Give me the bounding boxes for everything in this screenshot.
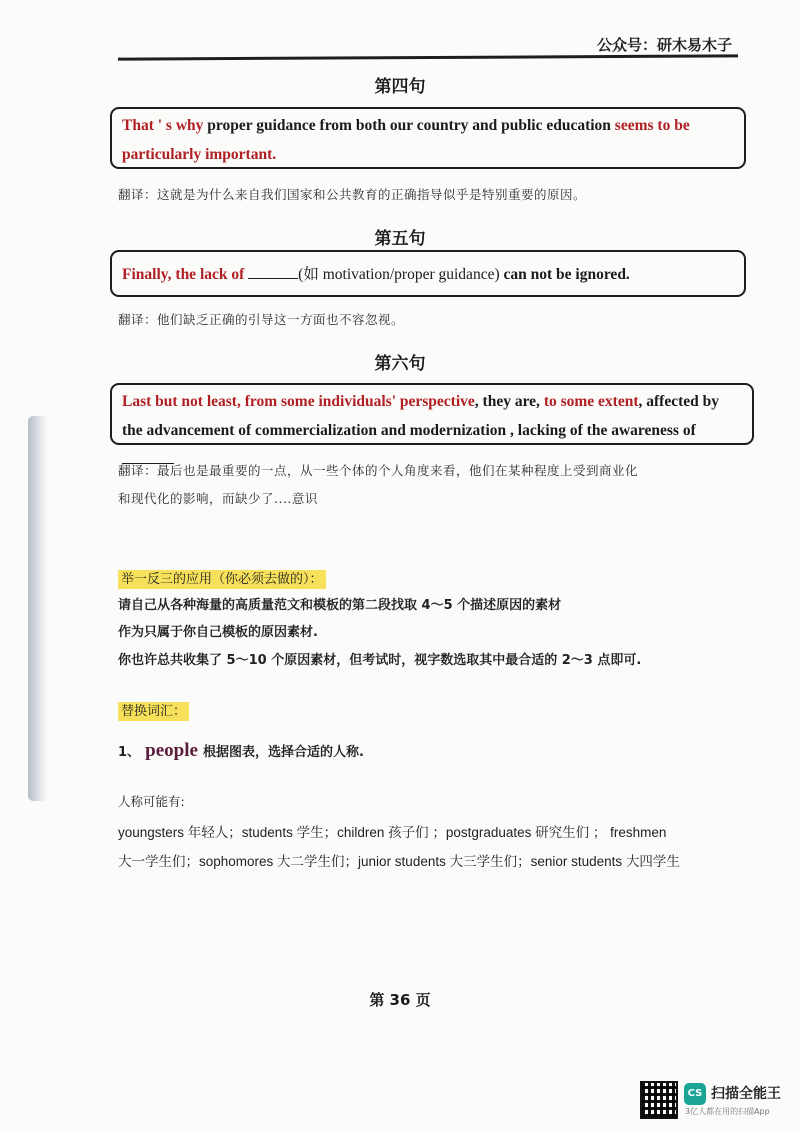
section-5-title: 第五句 xyxy=(374,229,426,249)
section-5-sentence-box xyxy=(110,250,746,297)
application-line-2: 作为只属于你自己模板的原因素材. xyxy=(118,625,318,640)
s4-phrase-1: That ' s why xyxy=(122,117,204,134)
section-4-translation: 翻译：这就是为什么来自我们国家和公共教育的正确指导似乎是特别重要的原因。 xyxy=(118,187,587,202)
section-6-translation-line-1: 翻译：最后也是最重要的一点，从一些个体的个人角度来看，他们在某种程度上受到商业化 xyxy=(118,463,639,478)
s5-phrase-2: (如 motivation/proper guidance) xyxy=(298,266,500,283)
s5-phrase-3: can not be ignored. xyxy=(499,266,630,283)
page-number: 第 36 页 xyxy=(369,991,431,1009)
vocab-heading xyxy=(118,700,189,719)
scanner-logo-icon: CS xyxy=(684,1083,706,1105)
s5-phrase-1: Finally, the lack of xyxy=(122,266,249,283)
header-brand: 公众号：研木易木子 xyxy=(596,36,732,54)
scanner-tagline: 3亿人都在用的扫描App xyxy=(685,1107,770,1116)
s6-phrase-2: , they are, xyxy=(474,393,544,410)
section-6-translation-line-2: 和现代化的影响，而缺少了....意识 xyxy=(118,491,318,506)
vocab-label: 人称可能有: xyxy=(118,794,185,809)
section-5-translation: 翻译：他们缺乏正确的引导这一方面也不容忽视。 xyxy=(118,312,405,327)
application-heading xyxy=(118,568,326,587)
section-4-title: 第四句 xyxy=(374,77,426,97)
s4-phrase-2: proper guidance from both our country and public education xyxy=(203,117,615,134)
vocab-line-2: 大一学生们；sophomores 大二学生们；junior students 大三学生们；senior students 大四学生 xyxy=(118,854,680,869)
s6-phrase-4: , affected by the advancement of commercialization and modernization , lacking of the awareness of xyxy=(122,393,720,439)
qr-code-icon xyxy=(640,1081,678,1119)
vocab-line-1: youngsters 年轻人；students 学生；children 孩子们 ；postgraduates 研究生们 ； freshmen xyxy=(118,825,667,840)
section-6-title: 第六句 xyxy=(374,354,426,374)
application-line-3: 你也许总共收集了 5～10 个原因素材，但考试时，视字数选取其中最合适的 2～3 点即可. xyxy=(118,653,642,668)
application-line-1: 请自己从各种海量的高质量范文和模板的第二段找取 4～5 个描述原因的素材 xyxy=(118,598,562,613)
page-edge-shadow xyxy=(28,416,48,801)
application-heading-text: 举一反三的应用（你必须去做的）： xyxy=(118,570,326,589)
scanner-app-name: 扫描全能王 xyxy=(711,1086,781,1102)
section-4-sentence-box xyxy=(110,107,746,169)
vocab-item-word: people xyxy=(145,740,198,761)
s6-phrase-3: to some extent xyxy=(543,393,639,410)
section-6-sentence-box xyxy=(110,383,754,445)
vocab-item-1 xyxy=(118,740,364,765)
s4-phrase-3: seems to be particularly important. xyxy=(122,117,690,163)
header-rule xyxy=(118,54,738,60)
s5-blank xyxy=(248,266,298,279)
s6-phrase-1: Last but not least, from some individuals' perspective xyxy=(122,393,475,410)
vocab-item-number: 1、 xyxy=(118,745,141,760)
vocab-heading-text: 替换词汇： xyxy=(118,702,189,721)
vocab-item-description: 根据图表，选择合适的人称. xyxy=(203,745,364,760)
